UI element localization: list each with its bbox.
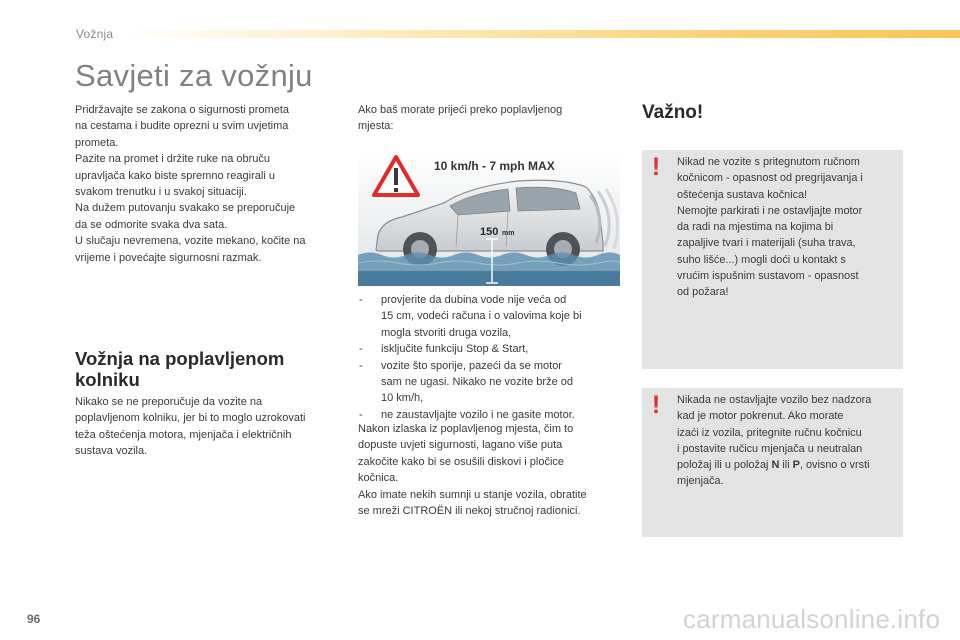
after-flood-paragraph-block xyxy=(358,421,620,519)
gear-n-label: N xyxy=(771,459,780,472)
depth-unit-label: mm xyxy=(502,230,515,237)
intro-paragraph: Pridržavajte se zakona o sigurnosti prometa na cestama i budite oprezni u svim uvjetima prometa. Pazite na promet i držite ruke na obruču upravljača kako biste spremno reagirali u svakom trenutku i u svakoj situaciji. Na dužem putovanju svakako se preporučuje da se odmorite svaka dva sata. U slučaju nevremena, vozite mekano, kočite na vrijeme i povećajte sigurnosni razmak. xyxy=(75,104,306,264)
list-item xyxy=(358,341,620,357)
bullet-marker: - xyxy=(359,359,363,372)
list-item xyxy=(358,292,620,341)
middle-column xyxy=(358,102,620,135)
warning-box-handbrake xyxy=(642,150,903,369)
gear-p-label: P xyxy=(792,459,800,472)
warning-text xyxy=(677,392,899,490)
warning-text-part1: Nikada ne ostavljajte vozilo bez nadzora kad je motor pokrenut. Ako morate izaći iz vozila, pritegnite ručnu kočnicu i postavite ručicu mjenjača u neutralan položaj ili u položaj xyxy=(677,394,872,472)
warning-text-or: ili xyxy=(779,459,793,472)
exclamation-icon: ! xyxy=(651,391,661,419)
list-item-text: vozite što sporije, pazeći da se motor sam ne ugasi. Nikako ne vozite brže od 10 km/h, xyxy=(381,359,573,405)
depth-value-label: 150 xyxy=(480,226,499,238)
after-flood-paragraph: Nakon izlaska iz poplavljenog mjesta, čim to dopuste uvjeti sigurnosti, lagano više puta zakočite kako bi se osušili diskovi i pločice kočnica. Ako imate nekih sumnji u stanje vozila, obratite se mreži CITROËN ili nekoj stručnoj radionici. xyxy=(358,423,587,518)
warning-text: Nikad ne vozite s pritegnutom ručnom kočnicom - opasnost od pregrijavanja i oštećenja sustava kočnica! Nemojte parkirati i ne ostavljajte motor da radi na mjestima na kojima bi zapaljive tvari i materijali (suha trava, suho lišće...) mogli doći u kontakt s vrućim ispušnim sustavom - opasnost od požara! xyxy=(677,156,863,299)
flooded-road-illustration xyxy=(358,151,620,286)
flood-intro-paragraph: Ako baš morate prijeći preko poplavljenog mjesta: xyxy=(358,104,563,133)
exclamation-icon: ! xyxy=(651,153,661,181)
list-item-text: ne zaustavljajte vozilo i ne gasite motor. xyxy=(381,408,575,421)
flooded-road-body xyxy=(75,394,343,460)
speed-limit-label: 10 km/h - 7 mph MAX xyxy=(434,159,555,173)
bullet-marker: - xyxy=(359,408,363,421)
list-item-text: provjerite da dubina vode nije veća od 15 cm, vodeći računa i o valovima koje bi mogla stvoriti druga vozila, xyxy=(381,294,582,339)
bullet-marker: - xyxy=(359,294,363,306)
illustration-svg xyxy=(358,151,620,286)
left-column xyxy=(75,102,343,266)
watermark: carmanualsonline.info xyxy=(683,604,941,634)
page-number: 96 xyxy=(27,612,41,626)
list-item-text: isključite funkciju Stop & Start, xyxy=(381,343,529,356)
important-heading: Važno! xyxy=(642,102,704,123)
warning-text-part2: , ovisno o vrsti mjenjača. xyxy=(677,459,870,488)
warning-box-unattended xyxy=(642,388,903,537)
flooded-road-paragraph: Nikako se ne preporučuje da vozite na poplavljenom kolniku, jer bi to moglo uzrokovati teža oštećenja motora, mjenjača i električnih sustava vozila. xyxy=(75,396,306,458)
water-area xyxy=(358,253,620,287)
list-item xyxy=(358,358,620,407)
flooded-road-heading: Vožnja na poplavljenom kolniku xyxy=(75,348,285,390)
header-accent-bar xyxy=(120,30,960,38)
flood-precautions-list xyxy=(358,292,620,423)
section-header: Vožnja xyxy=(76,27,114,41)
page-title: Savjeti za vožnju xyxy=(75,58,313,93)
bullet-marker: - xyxy=(359,343,363,356)
